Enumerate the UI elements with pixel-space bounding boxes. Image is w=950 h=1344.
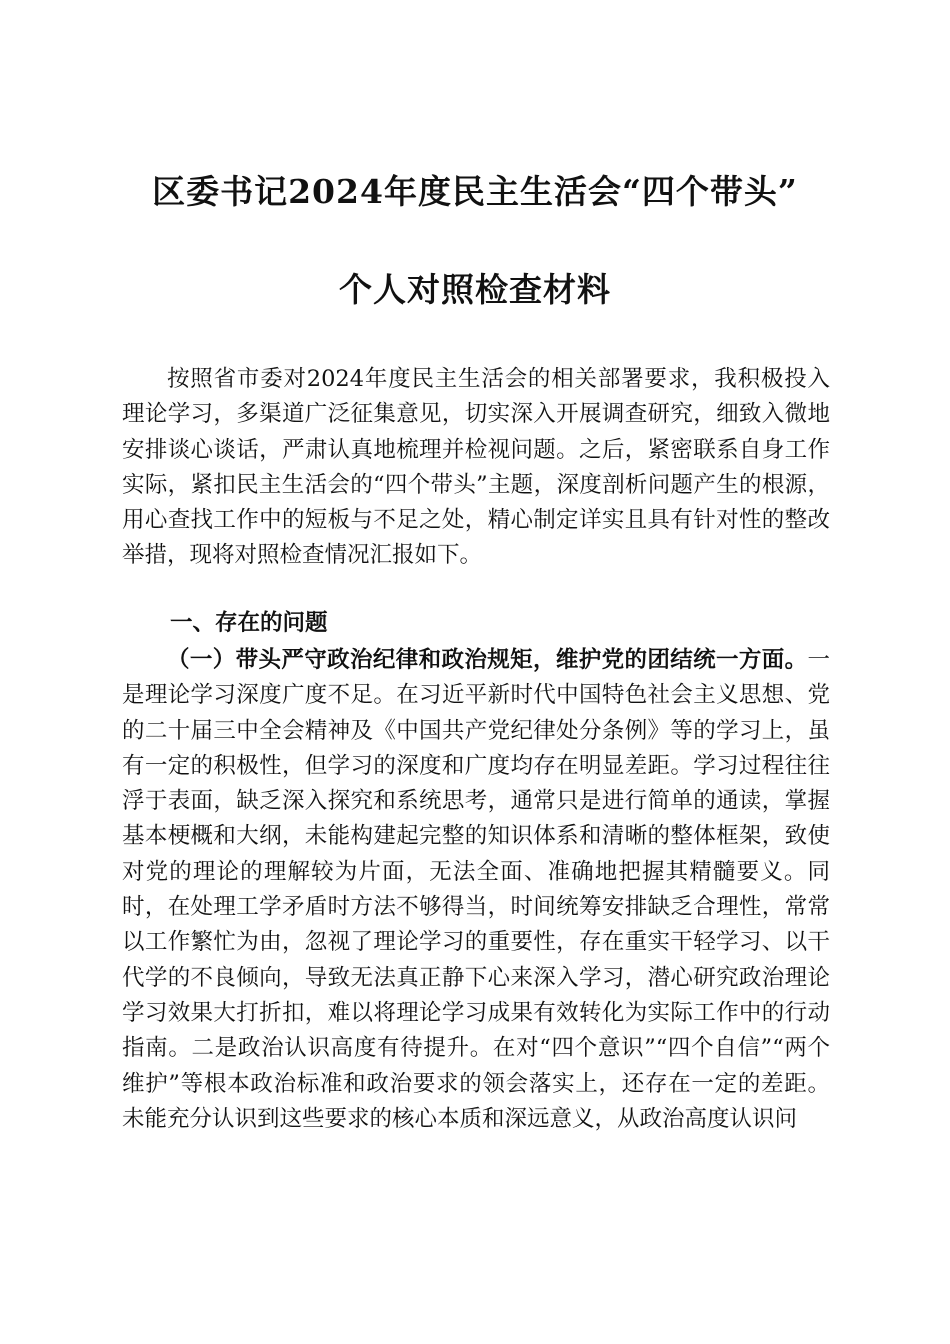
subsection-body: 一是理论学习深度广度不足。在习近平新时代中国特色社会主义思想、党的二十届三中全会精神及《中国共产党纪律处分条例》等的学习上，虽有一定的积极性，但学习的深度和广度均存在明显差距。学习过程往往浮于表面，缺乏深入探究和系统思考，通常只是进行简单的通读，掌握基本梗概和大纲，未能构建起完整的知识体系和清晰的整体框架，致使对党的理论的理解较为片面，无法全面、准确地把握其精髓要义。同时，在处理工学矛盾时方法不够得当，时间统筹安排缺乏合理性，常常以工作繁忙为由，忽视了理论学习的重要性，存在重实干轻学习、以干代学的不良倾向，导致无法真正静下心来深入学习，潜心研究政治理论学习效果大打折扣，难以将理论学习成果有效转化为实际工作中的行动指南。二是政治认识高度有待提升。在对“四个意识”“四个自信”“两个维护”等根本政治标准和政治要求的领会落实上，还存在一定的差距。未能充分认识到这些要求的核心本质和深远意义，从政治高度认识问 — [122, 647, 830, 1132]
section-heading-problems: 一、存在的问题 — [170, 610, 328, 636]
document-title-line-1: 区委书记2024年度民主生活会“四个带头” — [152, 172, 798, 211]
subsection-lead: （一）带头严守政治纪律和政治规矩，维护党的团结统一方面。 — [167, 647, 808, 673]
intro-paragraph: 按照省市委对2024年度民主生活会的相关部署要求，我积极投入理论学习，多渠道广泛征集意见，切实深入开展调查研究，细致入微地安排谈心谈话，严肃认真地梳理并检视问题。之后，紧密联系自身工作实际，紧扣民主生活会的“四个带头”主题，深度剖析问题产生的根源，用心查找工作中的短板与不足之处，精心制定详实且具有针对性的整改举措，现将对照检查情况汇报如下。 — [122, 366, 830, 569]
document-title-line-2: 个人对照检查材料 — [339, 270, 611, 309]
subsection-paragraph — [122, 643, 830, 1137]
